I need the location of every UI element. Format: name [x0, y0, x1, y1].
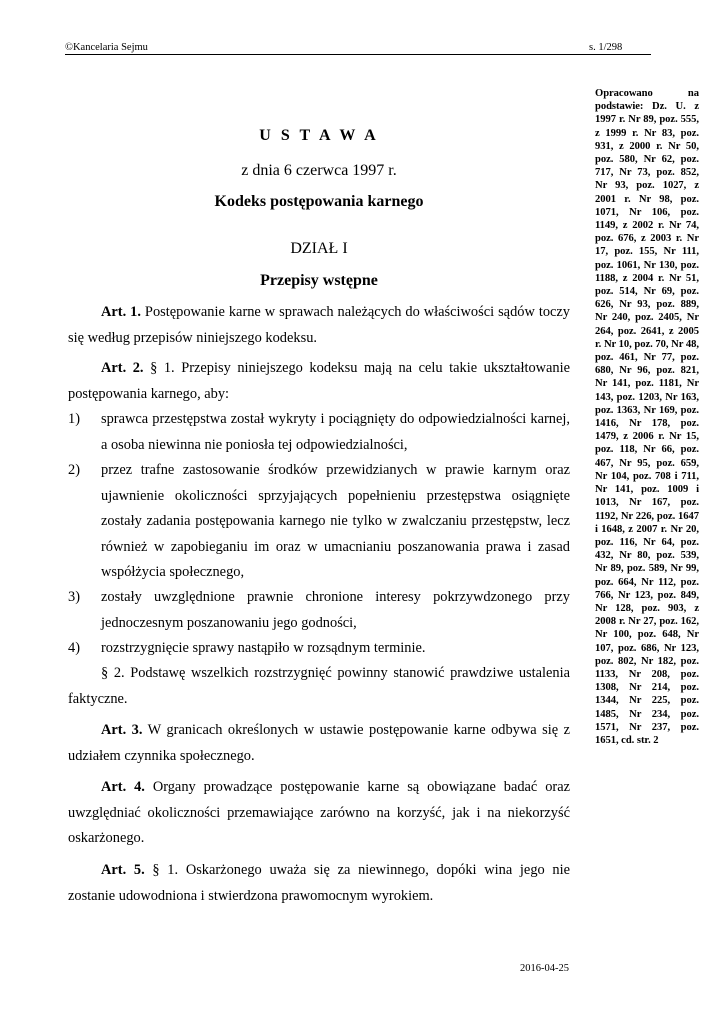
- article-3-text: W granicach określonych w ustawie postępowanie karne odbywa się z udziałem czynnika społecznego.: [68, 722, 571, 764]
- publication-sidenote: Opracowano na podstawie: Dz. U. z 1997 r. Nr 89, poz. 555, z 1999 r. Nr 83, poz. 931, z 2000 r. Nr 50, poz. 580, Nr 62, poz. 717, Nr 73, poz. 852, Nr 93, poz. 1027, z 2001 r. Nr 98, poz. 1071, Nr 106, poz. 1149, z 2002 r. Nr 74, poz. 676, z 2003 r. Nr 17, poz. 155, Nr 111, poz. 1061, Nr 130, poz. 1188, z 2004 r. Nr 51, poz. 514, Nr 69, poz. 626, Nr 93, poz. 889, Nr 240, poz. 2405, Nr 264, poz. 2641, z 2005 r. Nr 10, poz. 70, Nr 48, poz. 461, Nr 77, poz. 680, Nr 96, poz. 821, Nr 141, poz. 1181, Nr 143, poz. 1203, Nr 163, poz. 1363, Nr 169, poz. 1416, Nr 178, poz. 1479, z 2006 r. Nr 15, poz. 118, Nr 66, poz. 467, Nr 95, poz. 659, Nr 104, poz. 708 i 711, Nr 141, poz. 1009 i 1013, Nr 167, poz. 1192, Nr 226, poz. 1647 i 1648, z 2007 r. Nr 20, poz. 116, Nr 64, poz. 432, Nr 80, poz. 539, Nr 89, poz. 589, Nr 99, poz. 664, Nr 112, poz. 766, Nr 123, poz. 849, Nr 128, poz. 903, z 2008 r. Nr 27, poz. 162, Nr 100, poz. 648, Nr 107, poz. 686, Nr 123, poz. 802, Nr 182, poz. 1133, Nr 208, poz. 1308, Nr 214, poz. 1344, Nr 225, poz. 1485, Nr 234, poz. 1571, Nr 237, poz. 1651, cd. str. 2: [595, 88, 699, 746]
- item-number: 2): [68, 462, 80, 478]
- article-1-text: Postępowanie karne w sprawach należących do właściwości sądów toczy się według przepisów niniejszego kodeksu.: [68, 304, 570, 346]
- article-1-label: Art. 1.: [101, 304, 141, 320]
- division-title: Przepisy wstępne: [260, 272, 378, 289]
- article-2-intro: [68, 356, 570, 407]
- item-text: sprawca przestępstwa został wykryty i pociągnięty do odpowiedzialności karnej, a osoba niewinna nie poniosła tej odpowiedzialności,: [101, 411, 570, 453]
- act-date: z dnia 6 czerwca 1997 r.: [241, 162, 397, 179]
- act-type-title: U S T A W A: [259, 127, 379, 144]
- item-text: przez trafne zastosowanie środków przewidzianych w prawie karnym oraz ujawnienie okoliczności sprzyjających popełnieniu przestępstwa osiągnięte zostały zadania postępowania karnego nie tylko w zwalczaniu przestępstw, lecz również w zapobieganiu im oraz w umacnianiu poszanowania prawa i zasad współżycia społecznego,: [101, 462, 570, 580]
- item-number: 1): [68, 411, 80, 427]
- article-5-text: § 1. Oskarżonego uważa się za niewinnego, dopóki wina jego nie zostanie udowodniona i stwierdzona prawomocnym wyrokiem.: [68, 862, 571, 904]
- article-2-paragraph-2: § 2. Podstawę wszelkich rozstrzygnięć powinny stanowić prawdziwe ustalenia faktyczne.: [68, 665, 570, 707]
- article-4-text: Organy prowadzące postępowanie karne są obowiązane badać oraz uwzględniać okoliczności przemawiające zarówno na korzyść, jak i na niekorzyść oskarżonego.: [68, 779, 570, 846]
- item-text: zostały uwzględnione prawnie chronione interesy pokrzywdzonego przy jednoczesnym poszanowaniu jego godności,: [101, 589, 570, 631]
- item-text: rozstrzygnięcie sprawy nastąpiło w rozsądnym terminie.: [101, 640, 426, 656]
- article-5: [68, 858, 570, 909]
- article-1: [68, 300, 570, 351]
- footer-date: 2016-04-25: [520, 963, 569, 974]
- header-divider: [65, 54, 651, 55]
- article-2-intro-text: § 1. Przepisy niniejszego kodeksu mają na celu takie ukształtowanie postępowania karnego, aby:: [68, 360, 571, 402]
- article-3-label: Art. 3.: [101, 722, 143, 738]
- division-heading: DZIAŁ I: [290, 240, 348, 257]
- header-page-number: s. 1/298: [589, 42, 623, 53]
- article-5-label: Art. 5.: [101, 862, 145, 878]
- item-number: 4): [68, 640, 80, 656]
- article-4-label: Art. 4.: [101, 779, 145, 795]
- article-3: [68, 718, 570, 769]
- act-name: Kodeks postępowania karnego: [214, 193, 424, 210]
- article-4: [68, 775, 570, 852]
- item-number: 3): [68, 589, 80, 605]
- article-2-label: Art. 2.: [101, 360, 144, 376]
- header-publisher: ©Kancelaria Sejmu: [65, 42, 148, 53]
